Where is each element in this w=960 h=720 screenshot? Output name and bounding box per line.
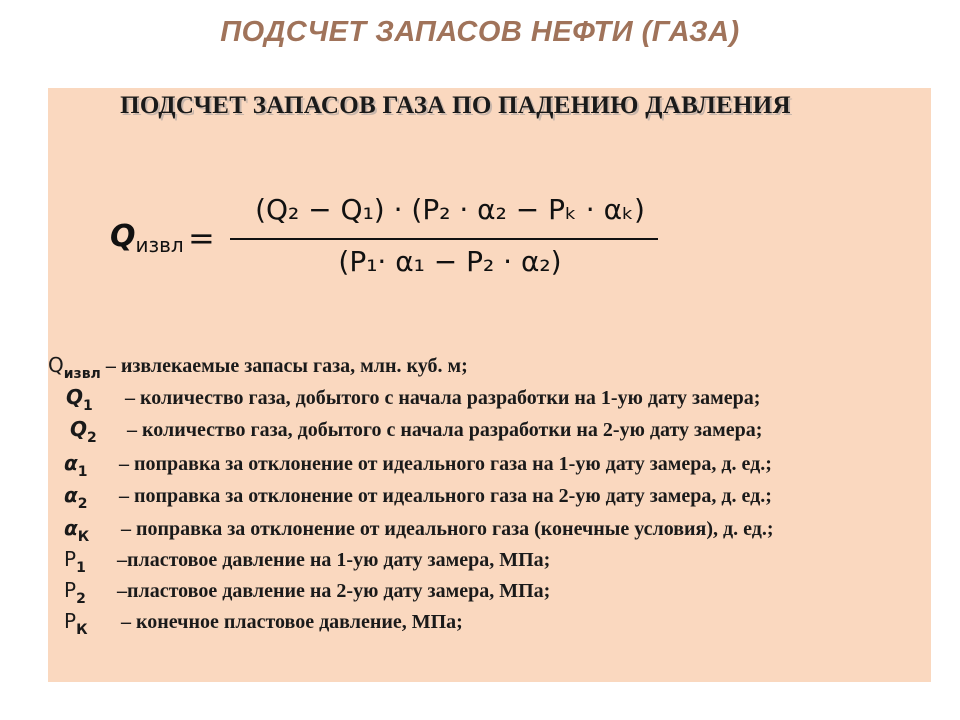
- definition-symbol: $Р_К$: [64, 609, 88, 638]
- content-panel: [48, 88, 931, 682]
- formula-equals: =: [188, 219, 215, 257]
- panel-heading: ПОДСЧЕТ ЗАПАСОВ ГАЗА ПО ПАДЕНИЮ ДАВЛЕНИЯ: [120, 92, 791, 119]
- definition-text: – поправка за отклонение от идеального газа на 2-ую дату замера, д. ед.;: [119, 485, 772, 507]
- definition-text: – извлекаемые запасы газа, млн. куб. м;: [105, 355, 468, 377]
- definition-q1: [66, 382, 760, 412]
- definition-p2: [64, 575, 550, 605]
- definition-alpha-k: [64, 513, 774, 543]
- definition-text: – конечное пластовое давление, МПа;: [121, 611, 463, 633]
- definition-text: – поправка за отклонение от идеального газа (конечные условия), д. ед.;: [121, 518, 774, 540]
- definition-symbol: $Р_1$: [64, 547, 86, 576]
- definition-q2: [70, 414, 762, 444]
- formula-lhs-subscript: извл: [135, 233, 184, 257]
- definition-alpha1: [64, 448, 772, 478]
- definition-symbol: $\alpha_1$: [64, 451, 88, 480]
- formula-denominator: (P₁· α₁ − P₂ · α₂): [338, 245, 562, 278]
- definition-alpha2: [64, 480, 772, 510]
- definition-text: –пластовое давление на 1-ую дату замера, МПа;: [117, 549, 551, 571]
- definition-text: –пластовое давление на 2-ую дату замера, МПа;: [117, 580, 551, 602]
- definition-symbol: $Q_1$: [66, 385, 93, 414]
- definition-symbol: $\alpha_К$: [64, 516, 90, 545]
- definition-symbol: $Р_2$: [64, 578, 86, 607]
- definition-pk: [64, 606, 463, 636]
- formula-numerator: (Q₂ − Q₁) · (P₂ · α₂ − Pₖ · αₖ): [255, 193, 645, 226]
- definition-p1: [64, 544, 550, 574]
- definition-text: – количество газа, добытого с начала разработки на 1-ую дату замера;: [125, 387, 761, 409]
- definition-text: – количество газа, добытого с начала разработки на 2-ую дату замера;: [127, 419, 763, 441]
- definition-text: – поправка за отклонение от идеального газа на 1-ую дату замера, д. ед.;: [119, 453, 772, 475]
- recoverable-gas-formula: [110, 191, 730, 286]
- definition-symbol: $\alpha_2$: [64, 483, 88, 512]
- slide-title: ПОДСЧЕТ ЗАПАСОВ НЕФТИ (ГАЗА): [220, 16, 740, 48]
- formula-lhs-symbol: Q: [110, 219, 136, 254]
- definition-symbol: $Q_2$: [70, 417, 97, 446]
- definition-symbol: $Q_{извл}$: [48, 353, 101, 382]
- formula-lhs: [110, 219, 184, 257]
- fraction-bar: [230, 238, 658, 240]
- definition-q-izvl: [48, 350, 468, 380]
